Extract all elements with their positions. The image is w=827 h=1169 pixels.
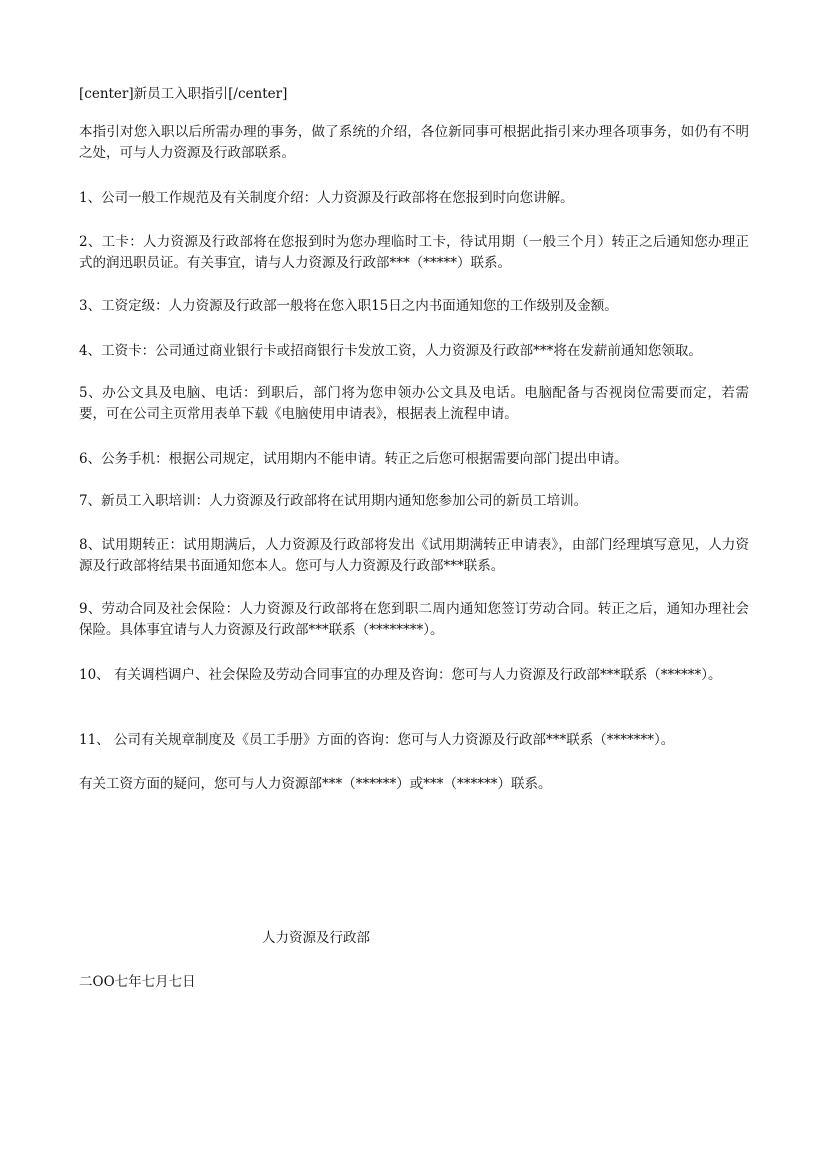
item-5: 5、办公文具及电脑、电话：到职后，部门将为您申领办公文具及电话。电脑配备与否视岗位需要而定，若需要，可在公司主页常用表单下载《电脑使用申请表》，根据表上流程申请。 [79,385,749,422]
item-4: 4、工资卡：公司通过商业银行卡或招商银行卡发放工资，人力资源及行政部***将在发薪前通知您领取。 [79,343,702,359]
item-6: 6、公务手机：根据公司规定，试用期内不能申请。转正之后您可根据需要向部门提出申请。 [79,451,628,467]
signature-date: 二OO七年七月七日 [79,974,196,990]
item-10: 10、 有关调档调户、社会保险及劳动合同事宜的办理及咨询：您可与人力资源及行政部***联系（******）。 [79,667,722,683]
signature-department: 人力资源及行政部 [262,930,370,946]
item-11: 11、 公司有关规章制度及《员工手册》方面的咨询：您可与人力资源及行政部***联系（*******）。 [79,732,675,748]
salary-note: 有关工资方面的疑问，您可与人力资源部***（******）或***（******）联系。 [79,776,552,792]
item-3: 3、工资定级：人力资源及行政部一般将在您入职15日之内书面通知您的工作级别及金额。 [79,298,618,314]
item-9: 9、劳动合同及社会保险：人力资源及行政部将在您到职二周内通知您签订劳动合同。转正之后，通知办理社会保险。具体事宜请与人力资源及行政部***联系（********）。 [79,601,749,638]
document-title: [center]新员工入职指引[/center] [79,86,288,102]
item-1: 1、公司一般工作规范及有关制度介绍：人力资源及行政部将在您报到时向您讲解。 [79,190,574,206]
item-8: 8、试用期转正：试用期满后，人力资源及行政部将发出《试用期满转正申请表》，由部门经理填写意见，人力资源及行政部将结果书面通知您本人。您可与人力资源及行政部***联系。 [79,537,749,574]
item-7: 7、新员工入职培训：人力资源及行政部将在试用期内通知您参加公司的新员工培训。 [79,493,588,509]
item-2: 2、工卡：人力资源及行政部将在您报到时为您办理临时工卡，待试用期（一般三个月）转正之后通知您办理正式的润迅职员证。有关事宜，请与人力资源及行政部***（*****）联系。 [79,234,749,271]
intro-paragraph: 本指引对您入职以后所需办理的事务，做了系统的介绍，各位新同事可根据此指引来办理各项事务，如仍有不明之处，可与人力资源及行政部联系。 [79,124,749,161]
